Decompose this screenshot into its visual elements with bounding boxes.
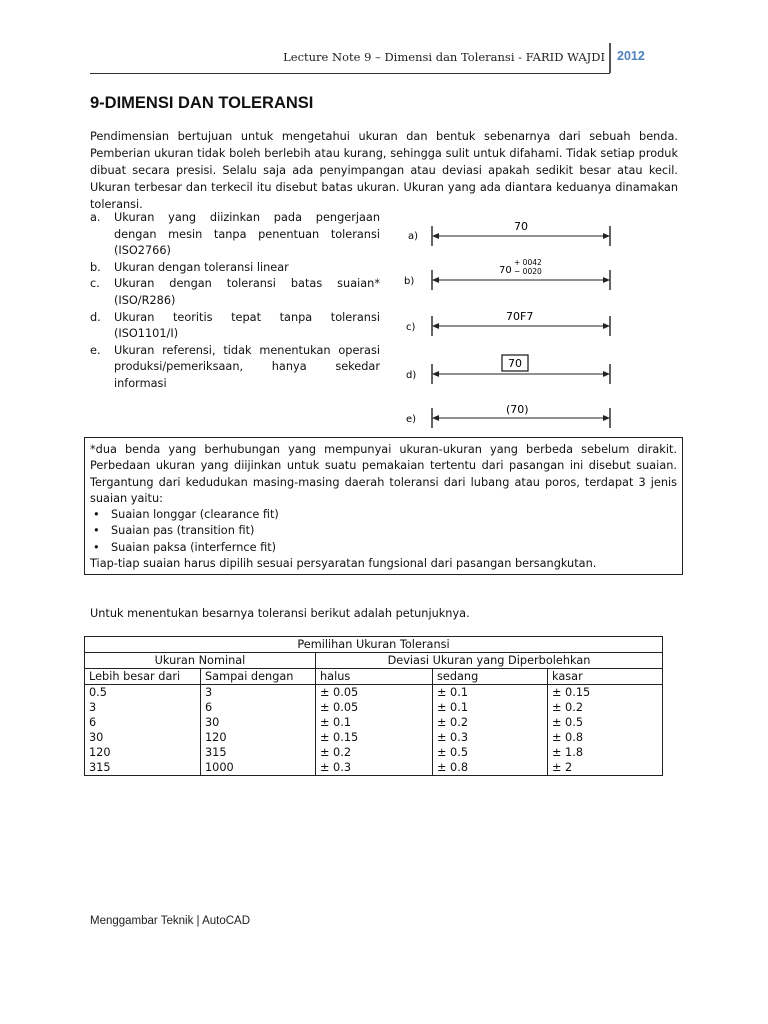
- table-cell: ± 0.05: [316, 700, 433, 715]
- list-item: [90, 276, 380, 309]
- lower-deviation: − 0020: [514, 267, 542, 276]
- table-cell: ± 0.3: [433, 730, 548, 745]
- table-row: [85, 745, 663, 760]
- column-header: sedang: [433, 669, 548, 685]
- table-cell: 30: [85, 730, 201, 745]
- dimension-type-list: [90, 210, 380, 393]
- table-cell: ± 0.1: [433, 700, 548, 715]
- figure-label: e): [406, 414, 417, 425]
- table-title: Pemilihan Ukuran Toleransi: [85, 637, 663, 653]
- bullet-icon: •: [93, 540, 100, 554]
- bullet-icon: •: [93, 508, 100, 522]
- table-row: [85, 760, 663, 776]
- list-item: [90, 310, 380, 343]
- dimension-text: 70: [499, 265, 512, 276]
- table-row: [85, 730, 663, 745]
- list-marker: b.: [90, 260, 101, 274]
- tolerance-table: [84, 636, 663, 776]
- dimension-text: 70F7: [506, 310, 534, 323]
- figure-label: b): [404, 276, 415, 287]
- header-rule: [90, 73, 610, 74]
- table-cell: ± 0.8: [548, 730, 663, 745]
- list-item-text: Suaian paksa (interfernce fit): [111, 540, 277, 554]
- table-cell: ± 0.1: [316, 715, 433, 730]
- column-header: halus: [316, 669, 433, 685]
- list-item-text: Ukuran yang diizinkan pada pengerjaan dengan mesin tanpa penentuan toleransi (ISO2766): [114, 211, 380, 258]
- list-marker: d.: [90, 310, 101, 324]
- table-cell: 6: [85, 715, 201, 730]
- table-cell: ± 0.8: [433, 760, 548, 776]
- group-header: Ukuran Nominal: [85, 653, 316, 669]
- table-cell: 120: [85, 745, 201, 760]
- table-cell: 120: [201, 730, 316, 745]
- table-row: [85, 685, 663, 701]
- table-cell: ± 0.3: [316, 760, 433, 776]
- table-cell: ± 0.5: [548, 715, 663, 730]
- bullet-icon: •: [93, 524, 100, 538]
- list-item-text: Ukuran dengan toleransi linear: [114, 260, 289, 274]
- list-item: [90, 507, 677, 523]
- table-cell: ± 0.2: [316, 745, 433, 760]
- note-paragraph: *dua benda yang berhubungan yang mempunyai ukuran-ukuran yang berbeda sebelum dirakit. Perbedaan ukuran yang diijinkan untuk suatu pemakaian tertentu dari pasangan ini disebut suaian. Tergantung dari kedudukan masing-masing daerah toleransi dari lubang atau poros, terdapat 3 jenis suaian yaitu:: [90, 443, 677, 505]
- figure-label: a): [408, 231, 419, 242]
- table-cell: ± 0.15: [548, 685, 663, 701]
- header-year: 2012: [617, 49, 645, 63]
- table-row: [85, 700, 663, 715]
- list-item: [90, 540, 677, 556]
- suaian-note-box: [84, 437, 683, 575]
- table-row: [85, 637, 663, 653]
- group-header: Deviasi Ukuran yang Diperbolehkan: [316, 653, 663, 669]
- fit-type-list: [90, 507, 677, 556]
- dimension-text: (70): [506, 403, 529, 416]
- list-item-text: Suaian pas (transition fit): [111, 524, 255, 538]
- dimension-figure: [396, 208, 622, 434]
- list-marker: e.: [90, 343, 101, 357]
- table-cell: ± 0.1: [433, 685, 548, 701]
- header-title: Lecture Note 9 – Dimensi dan Toleransi - FARID WAJDI: [283, 50, 605, 64]
- section-title: 9-DIMENSI DAN TOLERANSI: [90, 94, 314, 112]
- table-cell: 3: [85, 700, 201, 715]
- list-item-text: Ukuran dengan toleransi batas suaian* (ISO/R286): [114, 277, 380, 307]
- list-item: [90, 343, 380, 393]
- figure-label: c): [406, 322, 416, 333]
- table-cell: 6: [201, 700, 316, 715]
- column-header: Lebih besar dari: [85, 669, 201, 685]
- table-cell: ± 2: [548, 760, 663, 776]
- dimension-text: 70: [508, 357, 522, 370]
- list-item: [90, 523, 677, 539]
- table-cell: 315: [85, 760, 201, 776]
- table-cell: ± 1.8: [548, 745, 663, 760]
- table-cell: 3: [201, 685, 316, 701]
- list-item: [90, 210, 380, 260]
- column-header: kasar: [548, 669, 663, 685]
- table-cell: ± 0.15: [316, 730, 433, 745]
- list-item-text: Suaian longgar (clearance fit): [111, 508, 279, 522]
- table-cell: ± 0.2: [548, 700, 663, 715]
- table-row: [85, 669, 663, 685]
- upper-deviation: + 0042: [514, 258, 542, 267]
- table-cell: 30: [201, 715, 316, 730]
- table-cell: 315: [201, 745, 316, 760]
- list-marker: a.: [90, 211, 101, 224]
- list-item-text: Ukuran teoritis tepat tanpa toleransi (ISO1101/I): [114, 310, 380, 341]
- header-divider: [609, 43, 611, 73]
- table-cell: ± 0.2: [433, 715, 548, 730]
- table-cell: ± 0.05: [316, 685, 433, 701]
- table-row: [85, 715, 663, 730]
- list-item-text: Ukuran referensi, tidak menentukan operasi produksi/pemeriksaan, hanya sekedar informasi: [114, 343, 380, 390]
- column-header: Sampai dengan: [201, 669, 316, 685]
- table-cell: 1000: [201, 760, 316, 776]
- list-marker: c.: [90, 277, 100, 291]
- page-header: [0, 40, 768, 76]
- page-footer: Menggambar Teknik | AutoCAD: [90, 915, 251, 927]
- table-row: [85, 653, 663, 669]
- table-intro: Untuk menentukan besarnya toleransi berikut adalah petunjuknya.: [90, 607, 470, 620]
- intro-paragraph: Pendimensian bertujuan untuk mengetahui ukuran dan bentuk sebenarnya dari sebuah benda. Pemberian ukuran tidak boleh berlebih atau kurang, sehingga sulit untuk difahami. Tidak setiap produk dibuat secara presisi. Selalu saja ada penyimpangan atau deviasi apakah sedikit besar atau kecil. Ukuran terbesar dan terkecil itu disebut batas ukuran. Ukuran yang ada diantara keduanya dinamakan toleransi.: [90, 130, 678, 211]
- figure-label: d): [406, 370, 417, 381]
- table-cell: ± 0.5: [433, 745, 548, 760]
- note-paragraph: Tiap-tiap suaian harus dipilih sesuai persyaratan fungsional dari pasangan bersangkutan.: [90, 557, 597, 571]
- table-cell: 0.5: [85, 685, 201, 701]
- dimension-figure-svg: [396, 208, 622, 434]
- list-item: [90, 260, 380, 277]
- dimension-text: 70: [514, 220, 528, 233]
